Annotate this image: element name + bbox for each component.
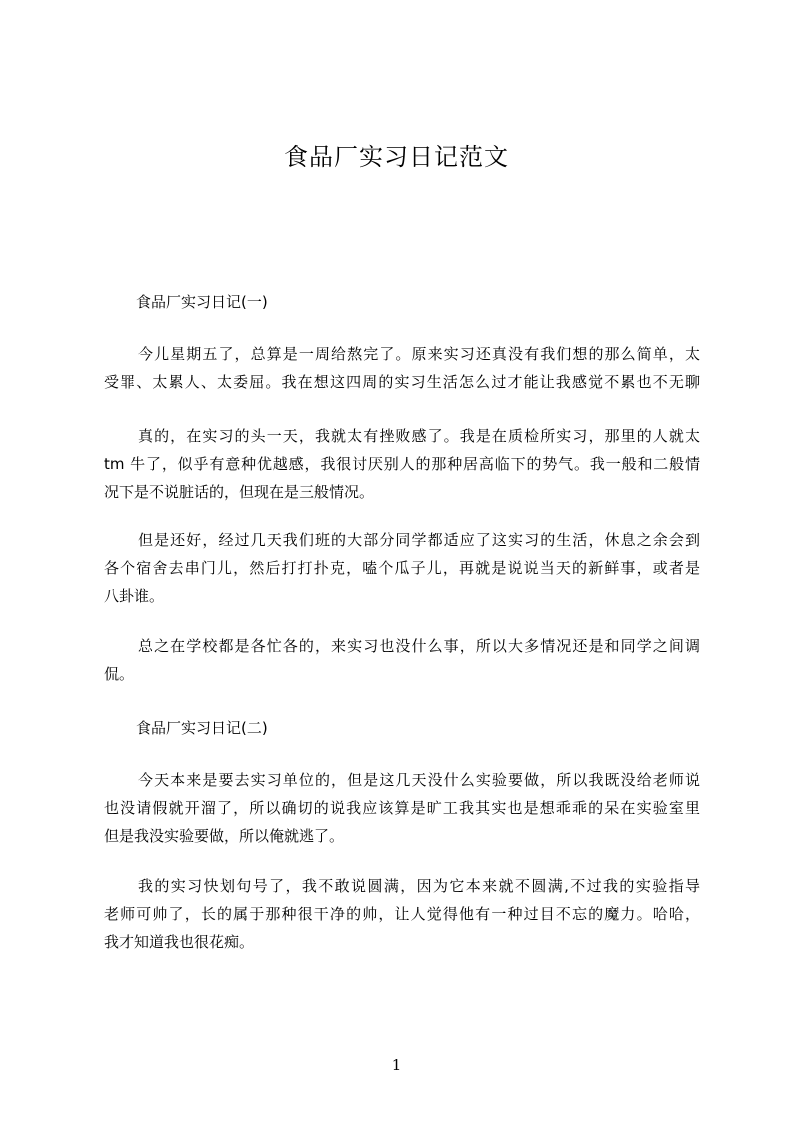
paragraph-line: 我的实习快划句号了，我不敢说圆满，因为它本来就不圆满,不过我的实验指导	[138, 877, 700, 895]
paragraph-2	[104, 422, 700, 506]
paragraph-line: 八卦谁。	[104, 587, 165, 605]
paragraph-line: 也没请假就开溜了，所以确切的说我应该算是旷工我其实也是想乖乖的呆在实验室里	[104, 799, 700, 817]
paragraph-line: 今天本来是要去实习单位的，但是这几天没什么实验要做，所以我既没给老师说	[138, 771, 700, 789]
section-heading-2: 食品厂实习日记(二)	[136, 719, 268, 737]
paragraph-line: 侃。	[104, 665, 135, 683]
paragraph-3	[104, 526, 700, 610]
paragraph-line: 老师可帅了，长的属于那种很干净的帅，让人觉得他有一种过目不忘的魔力。哈哈，	[104, 905, 700, 923]
paragraph-line: 总之在学校都是各忙各的，来实习也没什么事，所以大多情况还是和同学之间调	[138, 637, 700, 655]
document-title: 食品厂实习日记范文	[284, 143, 509, 171]
paragraph-line: 况下是不说脏话的，但现在是三般情况。	[104, 483, 375, 501]
paragraph-5	[104, 766, 700, 850]
paragraph-line: 但是我没实验要做，所以俺就逃了。	[104, 827, 345, 845]
paragraph-line: 但是还好，经过几天我们班的大部分同学都适应了这实习的生活，休息之余会到	[138, 531, 700, 549]
paragraph-6	[104, 872, 700, 956]
paragraph-1	[104, 340, 700, 396]
paragraph-line: tm 牛了，似乎有意种优越感，我很讨厌别人的那种居高临下的势气。我一般和二般情	[104, 455, 700, 473]
paragraph-line: 我才知道我也很花痴。	[104, 933, 255, 951]
page-number: 1	[391, 1056, 402, 1074]
paragraph-line: 受罪、太累人、太委屈。我在想这四周的实习生活怎么过才能让我感觉不累也不无聊	[104, 373, 700, 391]
paragraph-line: 真的，在实习的头一天，我就太有挫败感了。我是在质检所实习，那里的人就太	[138, 427, 700, 445]
paragraph-line: 各个宿舍去串门儿，然后打打扑克，嗑个瓜子儿，再就是说说当天的新鲜事，或者是	[104, 559, 700, 577]
paragraph-line: 今儿星期五了，总算是一周给熬完了。原来实习还真没有我们想的那么简单，太	[138, 345, 700, 363]
section-heading-1: 食品厂实习日记(一)	[136, 293, 268, 311]
paragraph-4	[104, 632, 700, 688]
